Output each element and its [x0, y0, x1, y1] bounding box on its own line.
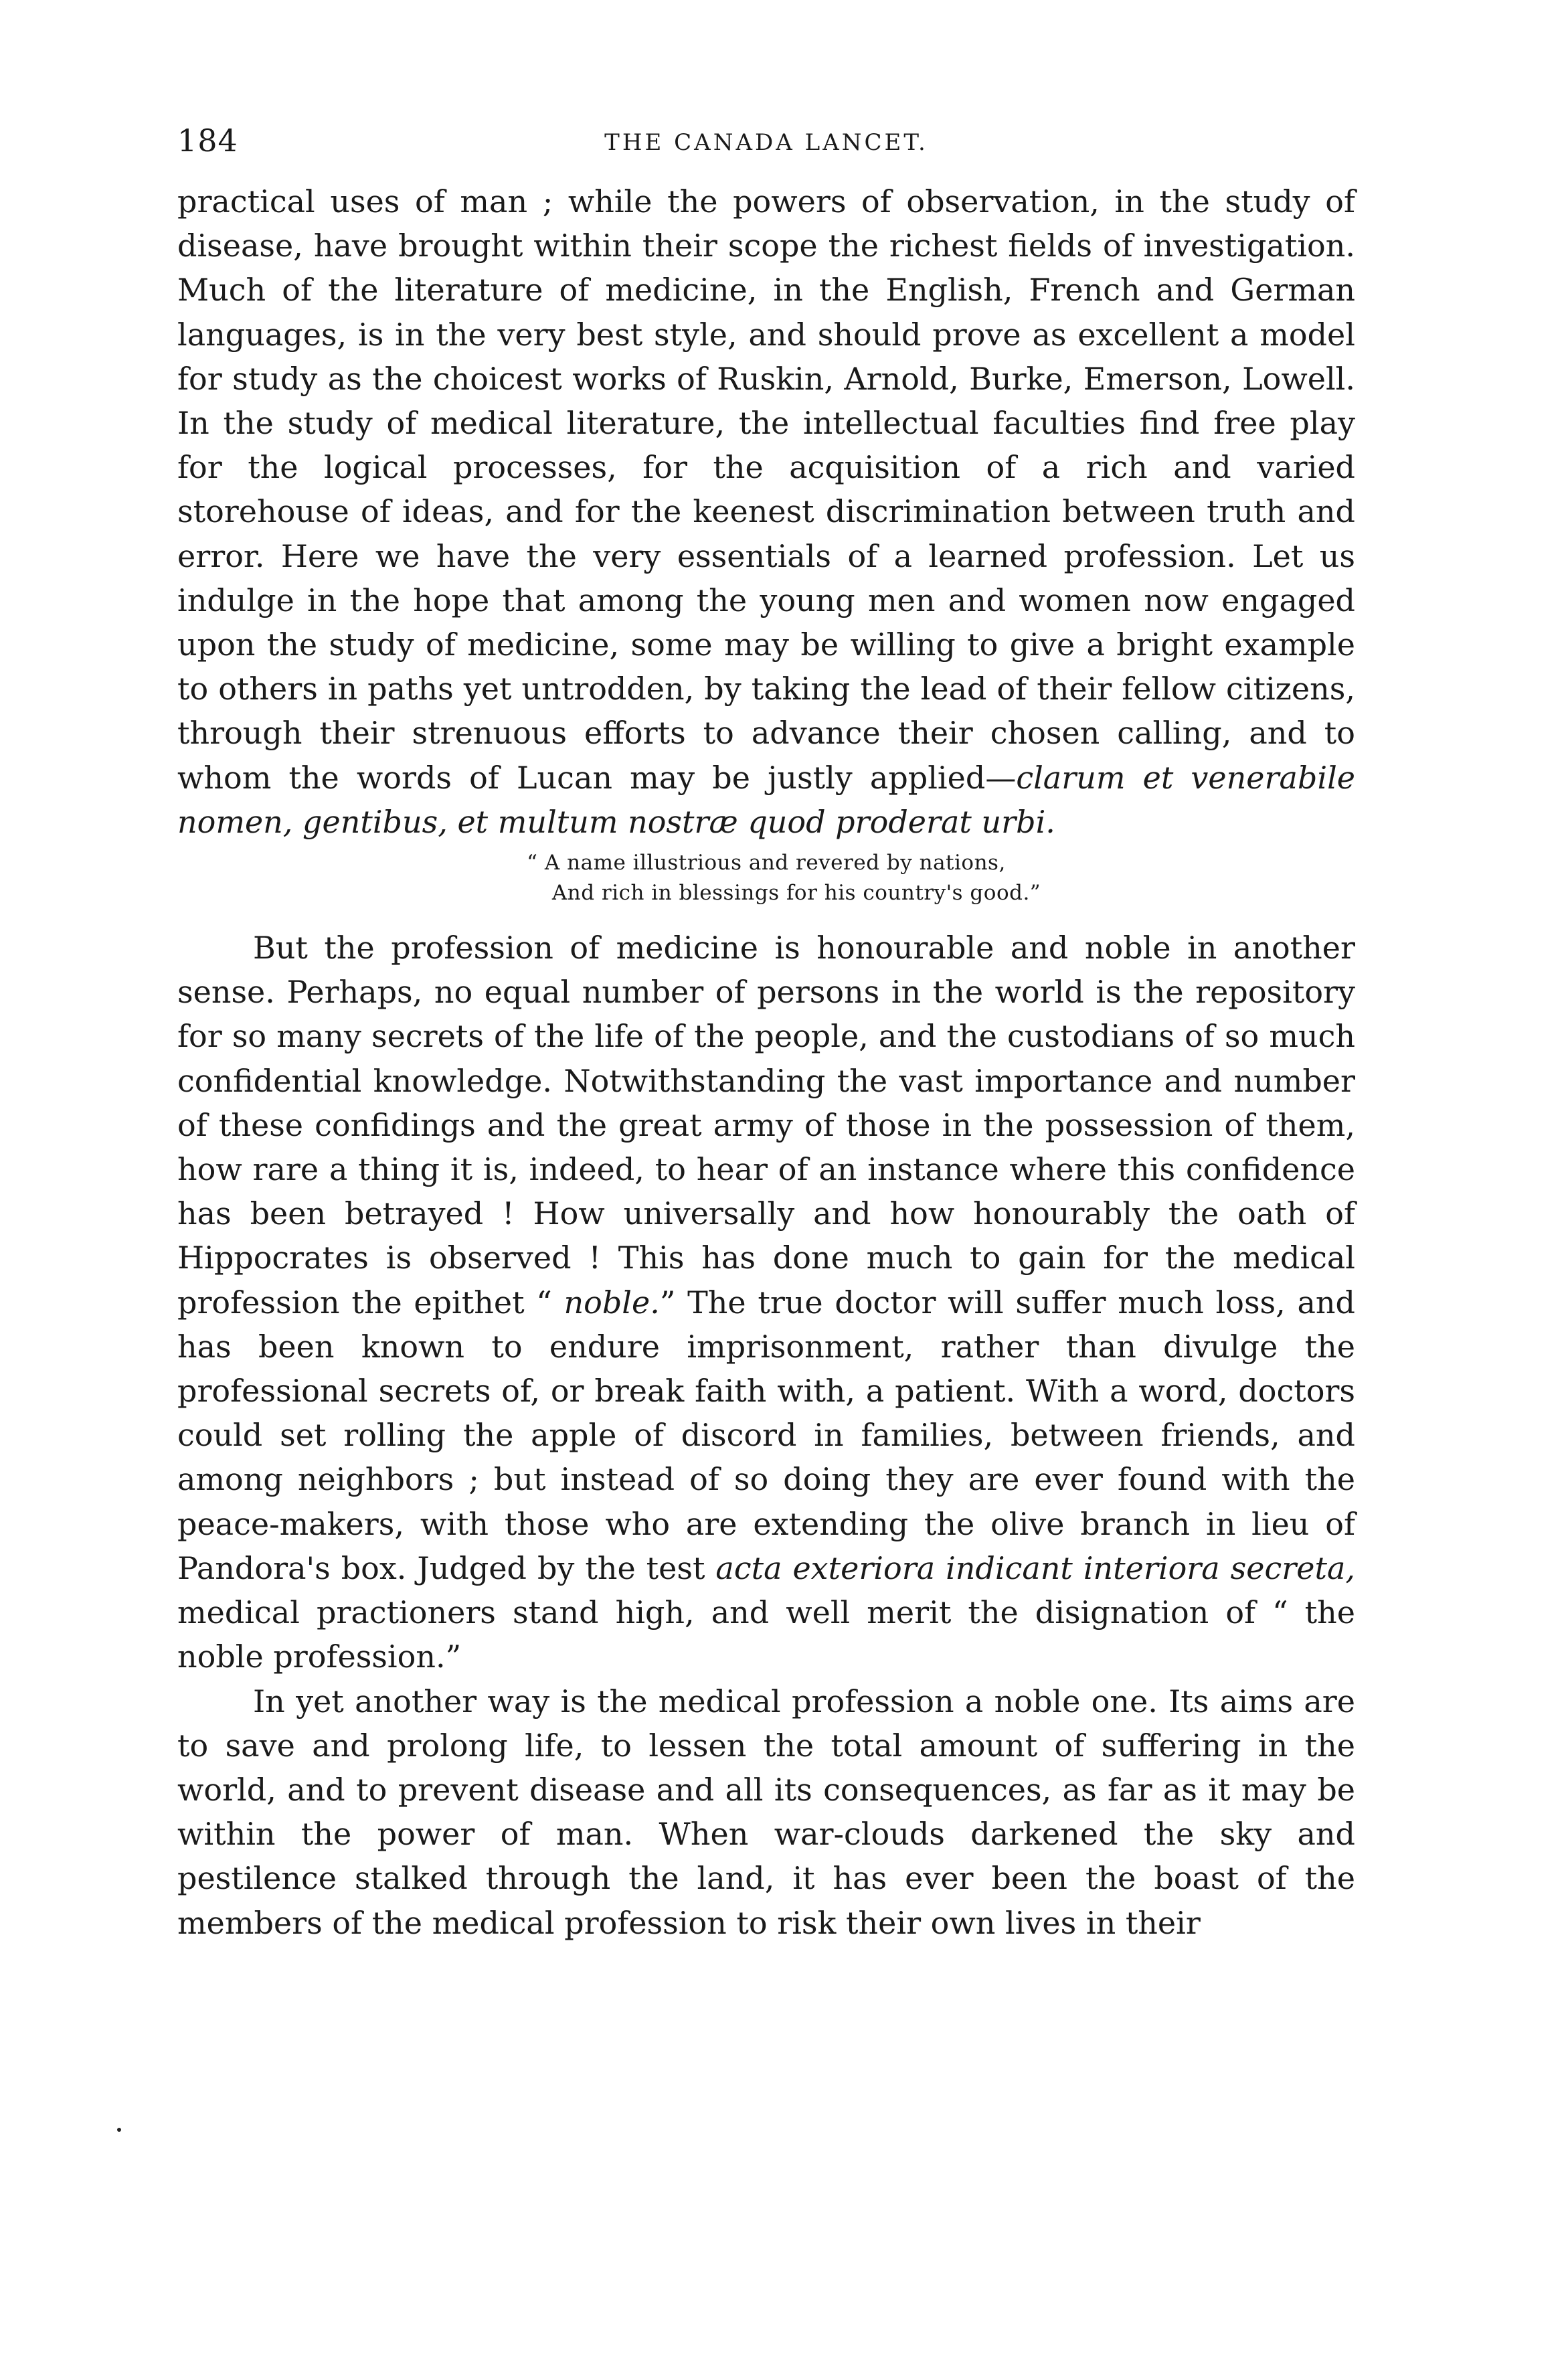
paragraph-text: In yet another way is the medical profession a noble one. Its aims are to save and prolong life, to lessen the total amount of suffering in the world, and to prevent disease and all its consequences, as far as it may be within the power of man. When war-clouds darkened the sky and pestilence stalked through the land, it has ever been the boast of the members of the medical profession to risk their own lives in their — [177, 1683, 1355, 1941]
paragraph-text: ” The true doctor will suffer much loss, and has been known to endure imprisonment, rather than divulge the professional secrets of, or break faith with, a patient. With a word, doctors could set rolling the apple of discord in families, between friends, and among neighbors ; but instead of so doing they are ever found with the peace-makers, with those who are extending the olive branch in lieu of Pandora's box. Judged by the test — [177, 1284, 1355, 1586]
paragraph-text: practical uses of man ; while the powers of observation, in the study of disease, have brought within their scope the richest fields of investigation. Much of the literature of medicine, in the English, French and German languages, is in the very best style, and should prove as excellent a model for study as the choicest works of Ruskin, Arnold, Burke, Emerson, Lowell. In the study of medical literature, the intellectual faculties find free play for the logical processes, for the acquisition of a rich and varied storehouse of ideas, and for the keenest discrimination between truth and error. Here we have the very essentials of a learned profession. Let us indulge in the hope that among the young men and women now engaged upon the study of medicine, some may be willing to give a bright example to others in paths yet untrodden, by taking the lead of their fellow citizens, through their strenuous efforts to advance their chosen calling, and to whom the words of Lucan may be justly applied— — [177, 183, 1355, 796]
page-number: 184 — [177, 122, 238, 159]
verse-line: And rich in blessings for his country's good.” — [551, 881, 1041, 906]
verse-translation — [177, 848, 1355, 908]
latin-maxim: acta exteriora indicant interiora secreta, — [715, 1549, 1355, 1586]
margin-dot — [117, 2128, 121, 2132]
paragraph — [177, 926, 1355, 1679]
latin-quotation: clarum et venerabile nomen, gentibus, et multum nostræ quod proderat urbi. — [177, 759, 1356, 840]
paragraph — [177, 179, 1355, 844]
running-head — [177, 120, 1355, 167]
paragraph — [177, 1679, 1355, 1945]
emphasized-word: noble. — [563, 1284, 660, 1321]
paragraph-text: But the profession of medicine is honourable and noble in another sense. Perhaps, no equal number of persons in the world is the repository for so many secrets of the life of the people, and the custodians of so much confidential knowledge. Notwithstanding the vast importance and number of these confidings and the great army of those in the possession of them, how rare a thing it is, indeed, to hear of an instance where this confidence has been betrayed ! How universally and how honourably the oath of Hippocrates is observed ! This has done much to gain for the medical profession the epithet “ — [177, 930, 1355, 1321]
body-text — [177, 179, 1355, 1945]
verse-line: “ A name illustrious and revered by nations, — [527, 851, 1006, 875]
paragraph-text: medical practioners stand high, and well merit the disignation of “ the noble profession.” — [177, 1594, 1355, 1675]
journal-title: THE CANADA LANCET. — [604, 129, 928, 156]
